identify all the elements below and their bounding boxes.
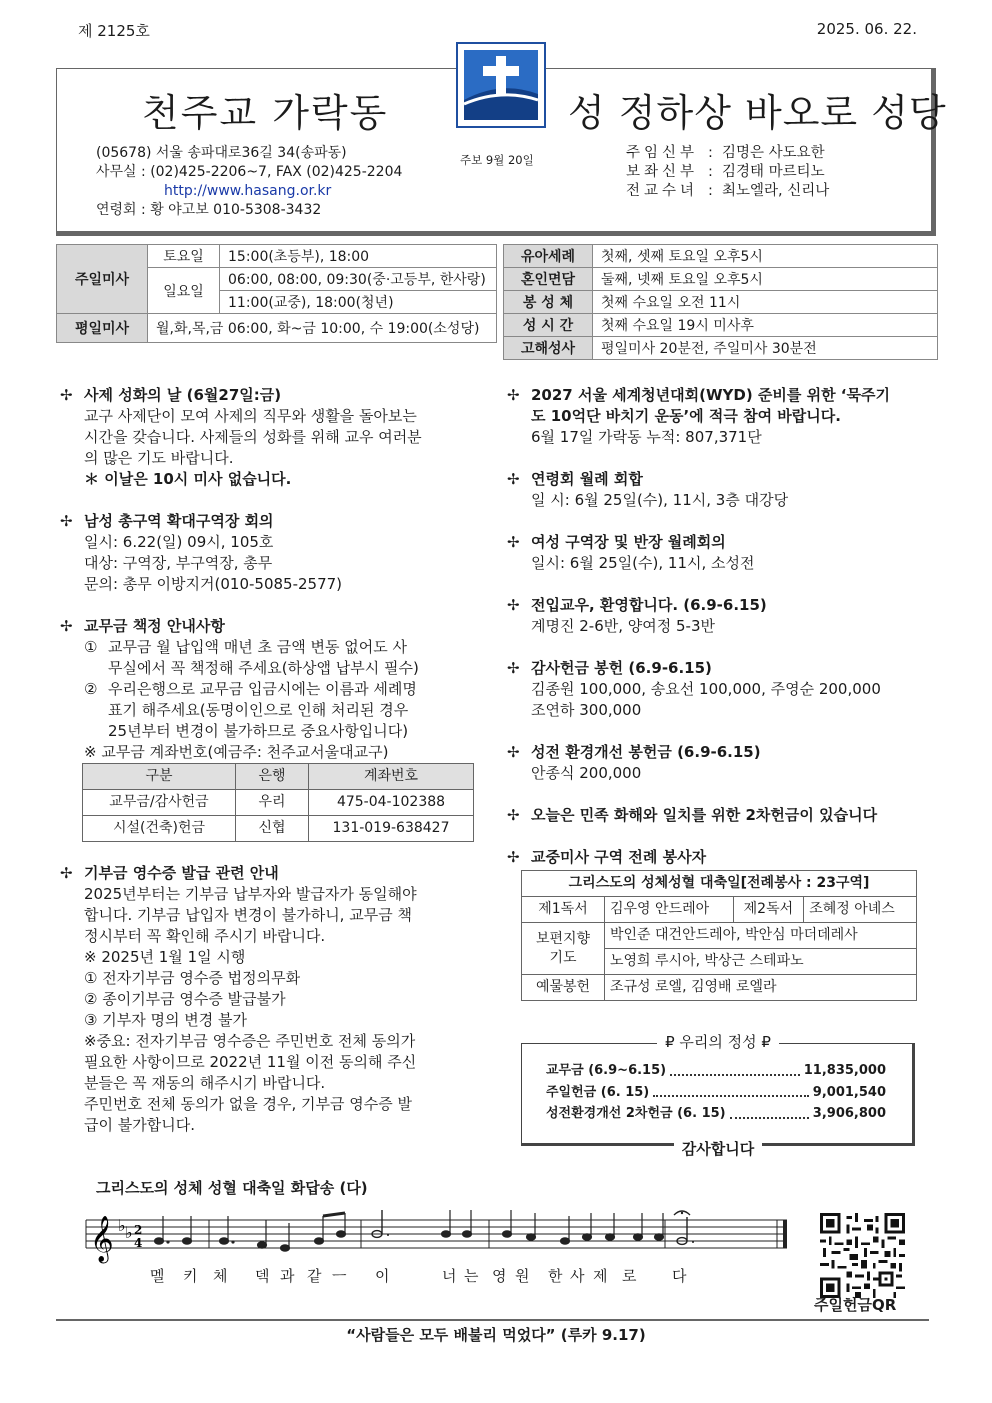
clergy-row: 전교수녀 : 최노엘라, 신리나: [626, 183, 830, 199]
account-note: ※ 교무금 계좌번호(예금주: 천주교서울대교구): [84, 743, 389, 761]
info-value: 둘째, 넷째 토요일 오후5시: [593, 268, 938, 291]
clergy-role: 주임신부: [626, 145, 699, 161]
notice-body-line: 문의: 총무 이방지거(010-5085-2577): [84, 575, 343, 593]
saturday-times: 15:00(초등부), 18:00: [220, 245, 497, 268]
right-column: [507, 385, 932, 1001]
cross-icon: ✢: [507, 659, 520, 677]
clergy-list: [626, 144, 829, 201]
notice-newcomers: ✢ 전입교우, 환영합니다. (6.9-6.15) 계명진 2-6반, 양여정 5-3반: [507, 596, 767, 635]
website-link[interactable]: http://www.hasang.or.kr: [164, 183, 332, 199]
clergy-row: 보좌신부 : 김경태 마르티노: [626, 164, 825, 180]
cross-icon: ✢: [60, 864, 73, 882]
notice-women-meeting: ✢ 여성 구역장 및 반장 월례회의 일시: 6월 25일(수), 11시, 소성전: [507, 533, 755, 572]
list-item: ② 우리은행으로 교무금 입금시에는 이름과 세례명 표기 해주세요(동명이인으로 인해 처리된 경우 25년부터 변경이 불가하므로 중요사항입니다): [84, 680, 417, 740]
notice-title: 남성 총구역 확대구역장 회의: [84, 512, 274, 530]
scripture-quote: “사람들은 모두 배불리 먹었다” (루카 9.17): [346, 1326, 646, 1344]
cross-icon: ✢: [507, 743, 520, 761]
sunday-mass-label: 주일미사: [57, 245, 148, 314]
notice-body-line: 의 많은 기도 바랍니다.: [84, 449, 234, 467]
offering-list: [546, 1060, 886, 1125]
federation-contact: 연령회 : 황 야고보 010-5308-3432: [96, 202, 322, 218]
notice-title: 기부금 영수증 발급 관련 안내: [84, 864, 279, 882]
notice-environment-offering: ✢ 성전 환경개선 봉헌금 (6.9-6.15) 안종식 200,000: [507, 743, 761, 782]
mass-schedule-table: [56, 244, 497, 343]
notice-body-line: 대상: 구역장, 부구역장, 총무: [84, 554, 273, 572]
offering-row: 성전환경개선 2차헌금 (6. 15) 3,906,800: [546, 1103, 886, 1125]
table-header: 은행: [236, 764, 309, 790]
svg-text:2: 2: [134, 1223, 143, 1237]
saturday-label: 토요일: [148, 245, 220, 268]
clergy-name: 김명은 사도요한: [722, 145, 825, 161]
qr-code-icon[interactable]: [820, 1213, 905, 1298]
notice-parish-dues: [60, 616, 480, 842]
cross-icon: ✢: [507, 386, 520, 404]
issue-date: 2025. 06. 22.: [816, 20, 917, 38]
clergy-name: 김경태 마르티노: [722, 164, 825, 180]
notice-second-collection: ✢ 오늘은 민족 화해와 일치를 위한 2차헌금이 있습니다: [507, 806, 878, 824]
left-column: [60, 385, 480, 1136]
offering-title: ₽ 우리의 정성 ₽: [521, 1031, 915, 1052]
parish-logo: [456, 42, 546, 128]
notice-thanks-offering: ✢ 감사헌금 봉헌 (6.9-6.15) 김종원 100,000, 송요선 100,000, 주영순 200,000 조연하 300,000: [507, 659, 881, 719]
cross-icon: ✢: [507, 596, 520, 614]
table-row: 교무금/감사헌금 우리 475-04-102388: [83, 790, 474, 816]
info-label: 혼인면담: [504, 268, 593, 291]
sunday-times-1: 06:00, 08:00, 09:30(중·고등부, 한사랑): [220, 268, 497, 291]
sunday-label: 일요일: [148, 268, 220, 314]
notice-title: 사제 성화의 날 (6월27일:금): [84, 386, 282, 404]
notice-body-line: 일시: 6.22(일) 09시, 105호: [84, 533, 274, 551]
weekday-mass-label: 평일미사: [57, 314, 148, 343]
cross-icon: ✢: [507, 848, 520, 866]
clergy-role: 전교수녀: [626, 183, 699, 199]
account-table: [82, 763, 474, 842]
notice-body-line: 교구 사제단이 모여 사제의 직무와 생활을 돌아보는: [84, 407, 417, 425]
clergy-row: 주임신부 : 김명은 사도요한: [626, 145, 825, 161]
psalm-title: 그리스도의 성체 성혈 대축일 화답송 (다): [96, 1179, 368, 1197]
week-label: 주보 9월 20일: [460, 153, 534, 167]
notice-body-line: 시간을 갖습니다. 사제들의 성화를 위해 교우 여러분: [84, 428, 422, 446]
sacrament-info-table: [503, 244, 938, 360]
info-label: 성 시 간: [504, 314, 593, 337]
info-value: 첫째 수요일 19시 미사후: [593, 314, 938, 337]
info-label: 유아세례: [504, 245, 593, 268]
issue-number: 제 2125호: [78, 22, 150, 40]
svg-text:♭: ♭: [125, 1223, 133, 1242]
info-value: 첫째 수요일 오전 11시: [593, 291, 938, 314]
music-staff: [84, 1208, 789, 1266]
contact-block: [96, 144, 402, 220]
info-value: 평일미사 20분전, 주일미사 30분전: [593, 337, 938, 360]
info-label: 봉 성 체: [504, 291, 593, 314]
table-header: 구분: [83, 764, 236, 790]
info-label: 고해성사: [504, 337, 593, 360]
notice-donation-receipt: ✢ 기부금 영수증 발급 관련 안내 2025년부터는 기부금 납부자와 발급자가 동일해야 합니다. 기부금 납입자 변경이 불가하니, 교무금 책 정시부터 꼭 확인해 주시기 바랍니다. ※ 2025년 1월 1일 시행 ① 전자기부금 영수증 법정의무화 ② 종이기부금 영수증 발급불가 ③ 기부자 명의 변경 불가 ※중요: 전자기부금 영수증은 주민번호 전체 동의가 필요한 사항이므로 2022년 11월 이전 동의해 주신 분들은 꼭 재동의 해주시기 바랍니다. 주민번호 전체 동의가 없을 경우, 기부금 영수증 발 급이 불가합니다.: [60, 864, 417, 1134]
offering-row: 주일헌금 (6. 15) 9,001,540: [546, 1082, 886, 1104]
qr-caption: 주일헌금QR: [814, 1296, 897, 1314]
weekday-times: 월,화,목,금 06:00, 화~금 10:00, 수 19:00(소성당): [148, 314, 497, 343]
thanks-label: 감사합니다: [521, 1138, 915, 1159]
office-phone: 사무실 : (02)425-2206~7, FAX (02)425-2204: [96, 164, 403, 180]
notice-title: 교무금 책정 안내사항: [84, 617, 225, 635]
cross-icon: ✢: [507, 806, 520, 824]
notice-note: ＊ 이날은 10시 미사 없습니다.: [84, 470, 292, 488]
notice-priest-day: [60, 385, 480, 490]
cross-icon: ✢: [60, 386, 73, 404]
parish-title-left: 천주교 가락동: [142, 91, 389, 135]
clergy-name: 최노엘라, 신리나: [722, 183, 830, 199]
offering-row: 교무금 (6.9~6.15) 11,835,000: [546, 1060, 886, 1082]
cross-icon: ✢: [60, 617, 73, 635]
fermata-icon: [681, 1212, 683, 1214]
sunday-times-2: 11:00(교중), 18:00(청년): [220, 291, 497, 314]
notice-men-meeting: [60, 511, 480, 595]
table-row: 시설(건축)헌금 신협 131-019-638427: [83, 816, 474, 842]
liturgy-server-table: 그리스도의 성체성혈 대축일[전례봉사 : 23구역] 제1독서 김우영 안드레아 제2독서 조혜정 아녜스 보편지향 기도 박인준 대건안드레아, 박안심 마더데레사 노영희 루시아, 박상근 스테파노 예물봉헌 조규성 로엘, 김영배 로엘라: [521, 870, 917, 1001]
address: (05678) 서울 송파대로36길 34(송파동): [96, 145, 347, 161]
notice-funeral-meeting: ✢ 연령회 월례 회합 일 시: 6월 25일(수), 11시, 3층 대강당: [507, 470, 789, 509]
cross-icon: ✢: [507, 533, 520, 551]
info-value: 첫째, 셋째 토요일 오후5시: [593, 245, 938, 268]
table-header: 계좌번호: [309, 764, 474, 790]
cross-icon: ✢: [507, 470, 520, 488]
psalm-lyrics: 멜 키 체 덱 과 같 ㅡ 이 너 는 영 원 한 사 제 로 다: [150, 1267, 687, 1285]
flat-icon: ♭: [118, 1216, 126, 1235]
cross-icon: ✢: [60, 512, 73, 530]
clergy-role: 보좌신부: [626, 164, 699, 180]
treble-clef-icon: 𝄞: [90, 1216, 114, 1262]
parish-title-right: 성 정하상 바오로 성당: [568, 91, 947, 135]
svg-text:4: 4: [134, 1236, 143, 1250]
notice-wyd: ✢ 2027 서울 세계청년대회(WYD) 준비를 위한 ‘묵주기 도 10억단 바치기 운동’에 적극 참여 바랍니다. 6월 17일 가락동 누적: 807,371단: [507, 386, 890, 446]
notice-liturgy-servers: ✢ 교중미사 구역 전례 봉사자 그리스도의 성체성혈 대축일[전례봉사 : 23구역] 제1독서 김우영 안드레아 제2독서 조혜정 아녜스 보편지향 기도 박인준 대건안드레아, 박안심 마더데레사 노영희 루시아, 박상근 스테파노 예물봉헌 조규성 로엘, 김영배 로엘라: [507, 847, 932, 1001]
footer-divider: [56, 1319, 929, 1321]
list-item: ① 교무금 월 납입액 매년 초 금액 변동 없어도 사 무실에서 꼭 책정해 주세요(하상앱 납부시 필수): [84, 638, 419, 677]
